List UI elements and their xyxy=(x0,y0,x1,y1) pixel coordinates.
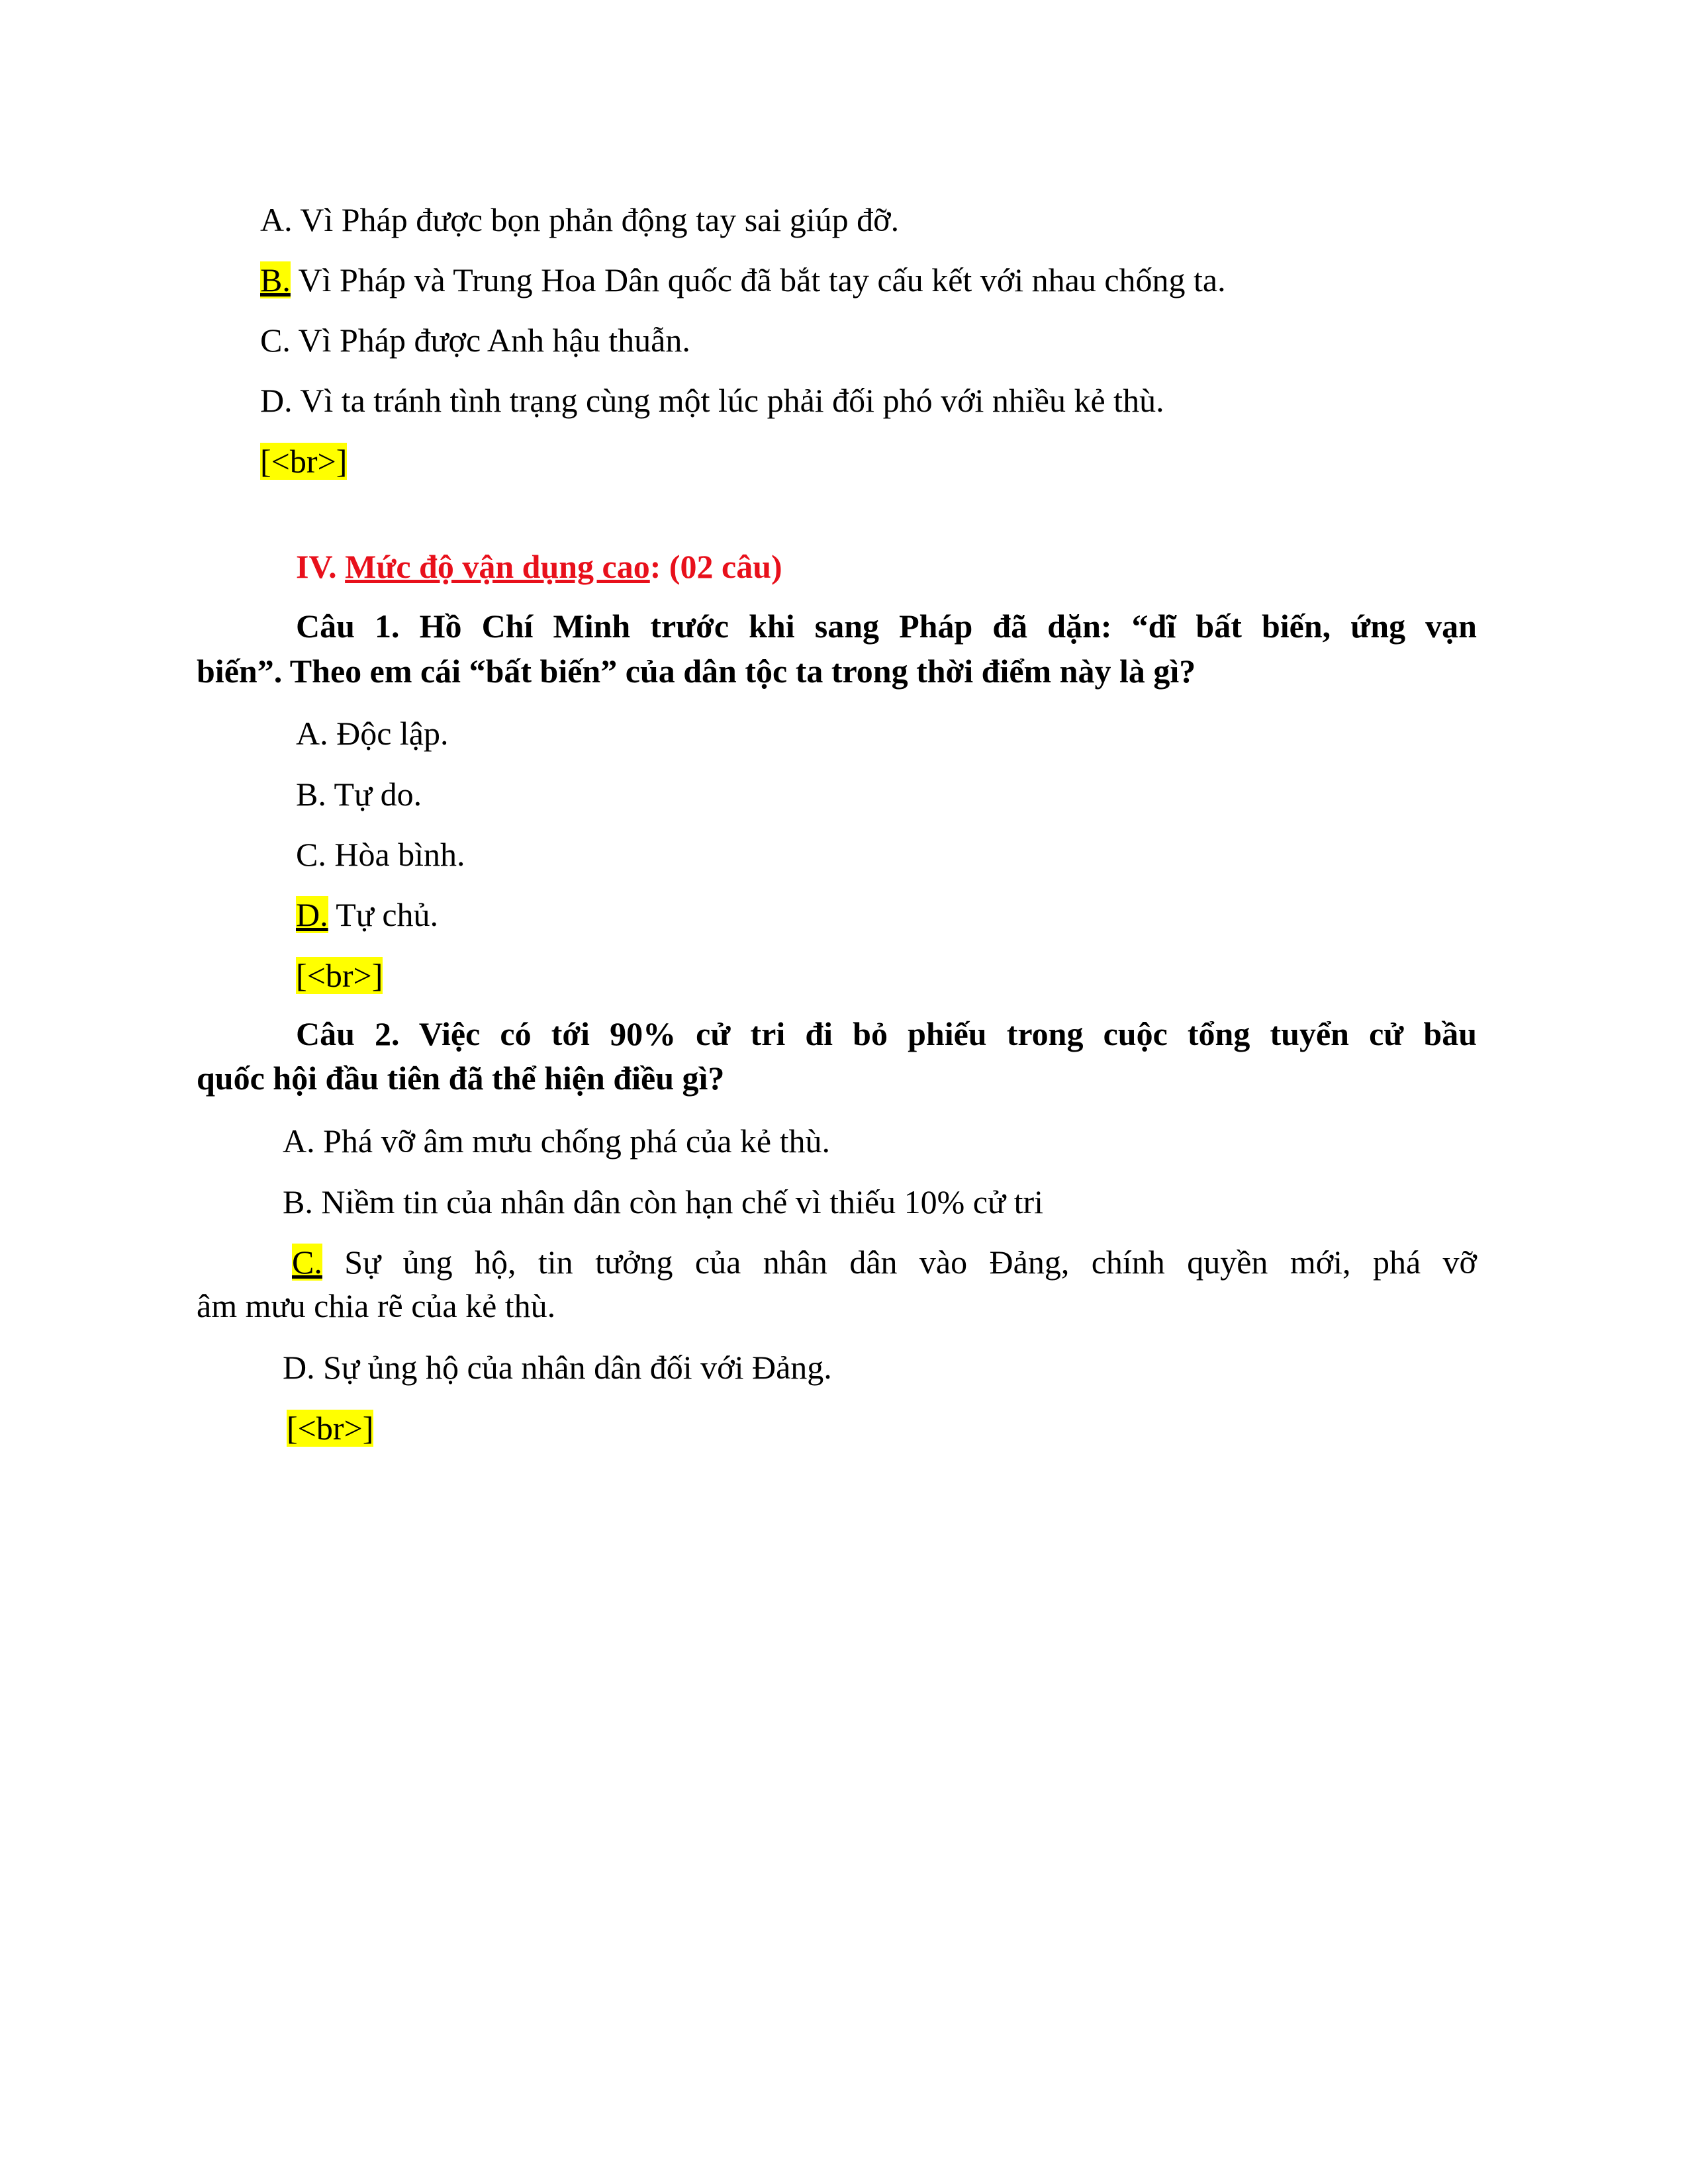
br-marker-text: [<br>] xyxy=(287,1410,374,1447)
option-c xyxy=(260,319,690,361)
correct-answer-label: B. xyxy=(260,261,291,298)
option-text: Vì Pháp được Anh hậu thuẫn. xyxy=(290,322,690,359)
br-marker xyxy=(287,1407,373,1449)
option-text: Tự chủ. xyxy=(328,896,439,933)
option-text: Vì Pháp và Trung Hoa Dân quốc đã bắt tay cấu kết với nhau chống ta. xyxy=(290,261,1226,298)
q2-option-c-continuation: âm mưu chia rẽ của kẻ thù. xyxy=(197,1287,556,1324)
option-label: B. xyxy=(296,776,326,813)
question-1-line-2: biến”. Theo em cái “bất biến” của dân tộc ta trong thời điểm này là gì? xyxy=(197,653,1196,690)
option-text: Sự ủng hộ, tin tưởng của nhân dân vào Đảng, chính quyền mới, phá vỡ xyxy=(322,1244,1477,1281)
option-label: D. xyxy=(260,382,293,419)
section-title: Mức độ vận dụng cao xyxy=(345,548,650,585)
section-heading xyxy=(296,545,782,588)
option-d xyxy=(260,379,1164,422)
option-label: C. xyxy=(296,836,326,873)
option-text: Tự do. xyxy=(326,776,422,813)
q2-option-d xyxy=(283,1346,832,1388)
q2-option-b xyxy=(283,1181,1043,1223)
br-marker xyxy=(260,440,347,482)
option-text: Niềm tin của nhân dân còn hạn chế vì thiếu 10% cử tri xyxy=(312,1183,1044,1220)
br-marker-text: [<br>] xyxy=(260,443,348,480)
q1-option-d-correct xyxy=(296,893,438,936)
question-1-line-1: Câu 1. Hồ Chí Minh trước khi sang Pháp đã dặn: “dĩ bất biến, ứng vạn xyxy=(296,608,1477,645)
question-2-line-1: Câu 2. Việc có tới 90% cử tri đi bỏ phiếu trong cuộc tổng tuyển cử bầu xyxy=(296,1015,1477,1052)
q1-option-c xyxy=(296,833,465,876)
option-text: Độc lập. xyxy=(328,715,449,752)
q1-option-a xyxy=(296,712,449,754)
option-a xyxy=(260,199,899,241)
br-marker xyxy=(296,954,383,997)
option-label: C. xyxy=(260,322,291,359)
section-suffix: : (02 câu) xyxy=(649,548,782,585)
q2-option-a xyxy=(283,1120,830,1162)
correct-answer-label: D. xyxy=(296,896,328,933)
option-text: Vì ta tránh tình trạng cùng một lúc phải đối phó với nhiều kẻ thù. xyxy=(292,382,1164,419)
option-label: D. xyxy=(283,1349,315,1386)
option-label: A. xyxy=(296,715,328,752)
option-text: Phá vỡ âm mưu chống phá của kẻ thù. xyxy=(314,1122,830,1160)
option-text: Sự ủng hộ của nhân dân đối với Đảng. xyxy=(314,1349,832,1386)
correct-answer-label: C. xyxy=(292,1244,322,1281)
q2-option-c-correct xyxy=(292,1241,1477,1283)
option-text: Vì Pháp được bọn phản động tay sai giúp đỡ. xyxy=(292,201,900,238)
q1-option-b xyxy=(296,773,422,815)
question-2-line-2: quốc hội đầu tiên đã thể hiện điều gì? xyxy=(197,1060,725,1097)
option-text: Hòa bình. xyxy=(326,836,465,873)
option-b-correct xyxy=(260,259,1226,301)
option-label: B. xyxy=(283,1183,313,1220)
option-label: A. xyxy=(260,201,293,238)
br-marker-text: [<br>] xyxy=(296,957,383,994)
section-number: IV. xyxy=(296,548,346,585)
option-label: A. xyxy=(283,1122,315,1160)
